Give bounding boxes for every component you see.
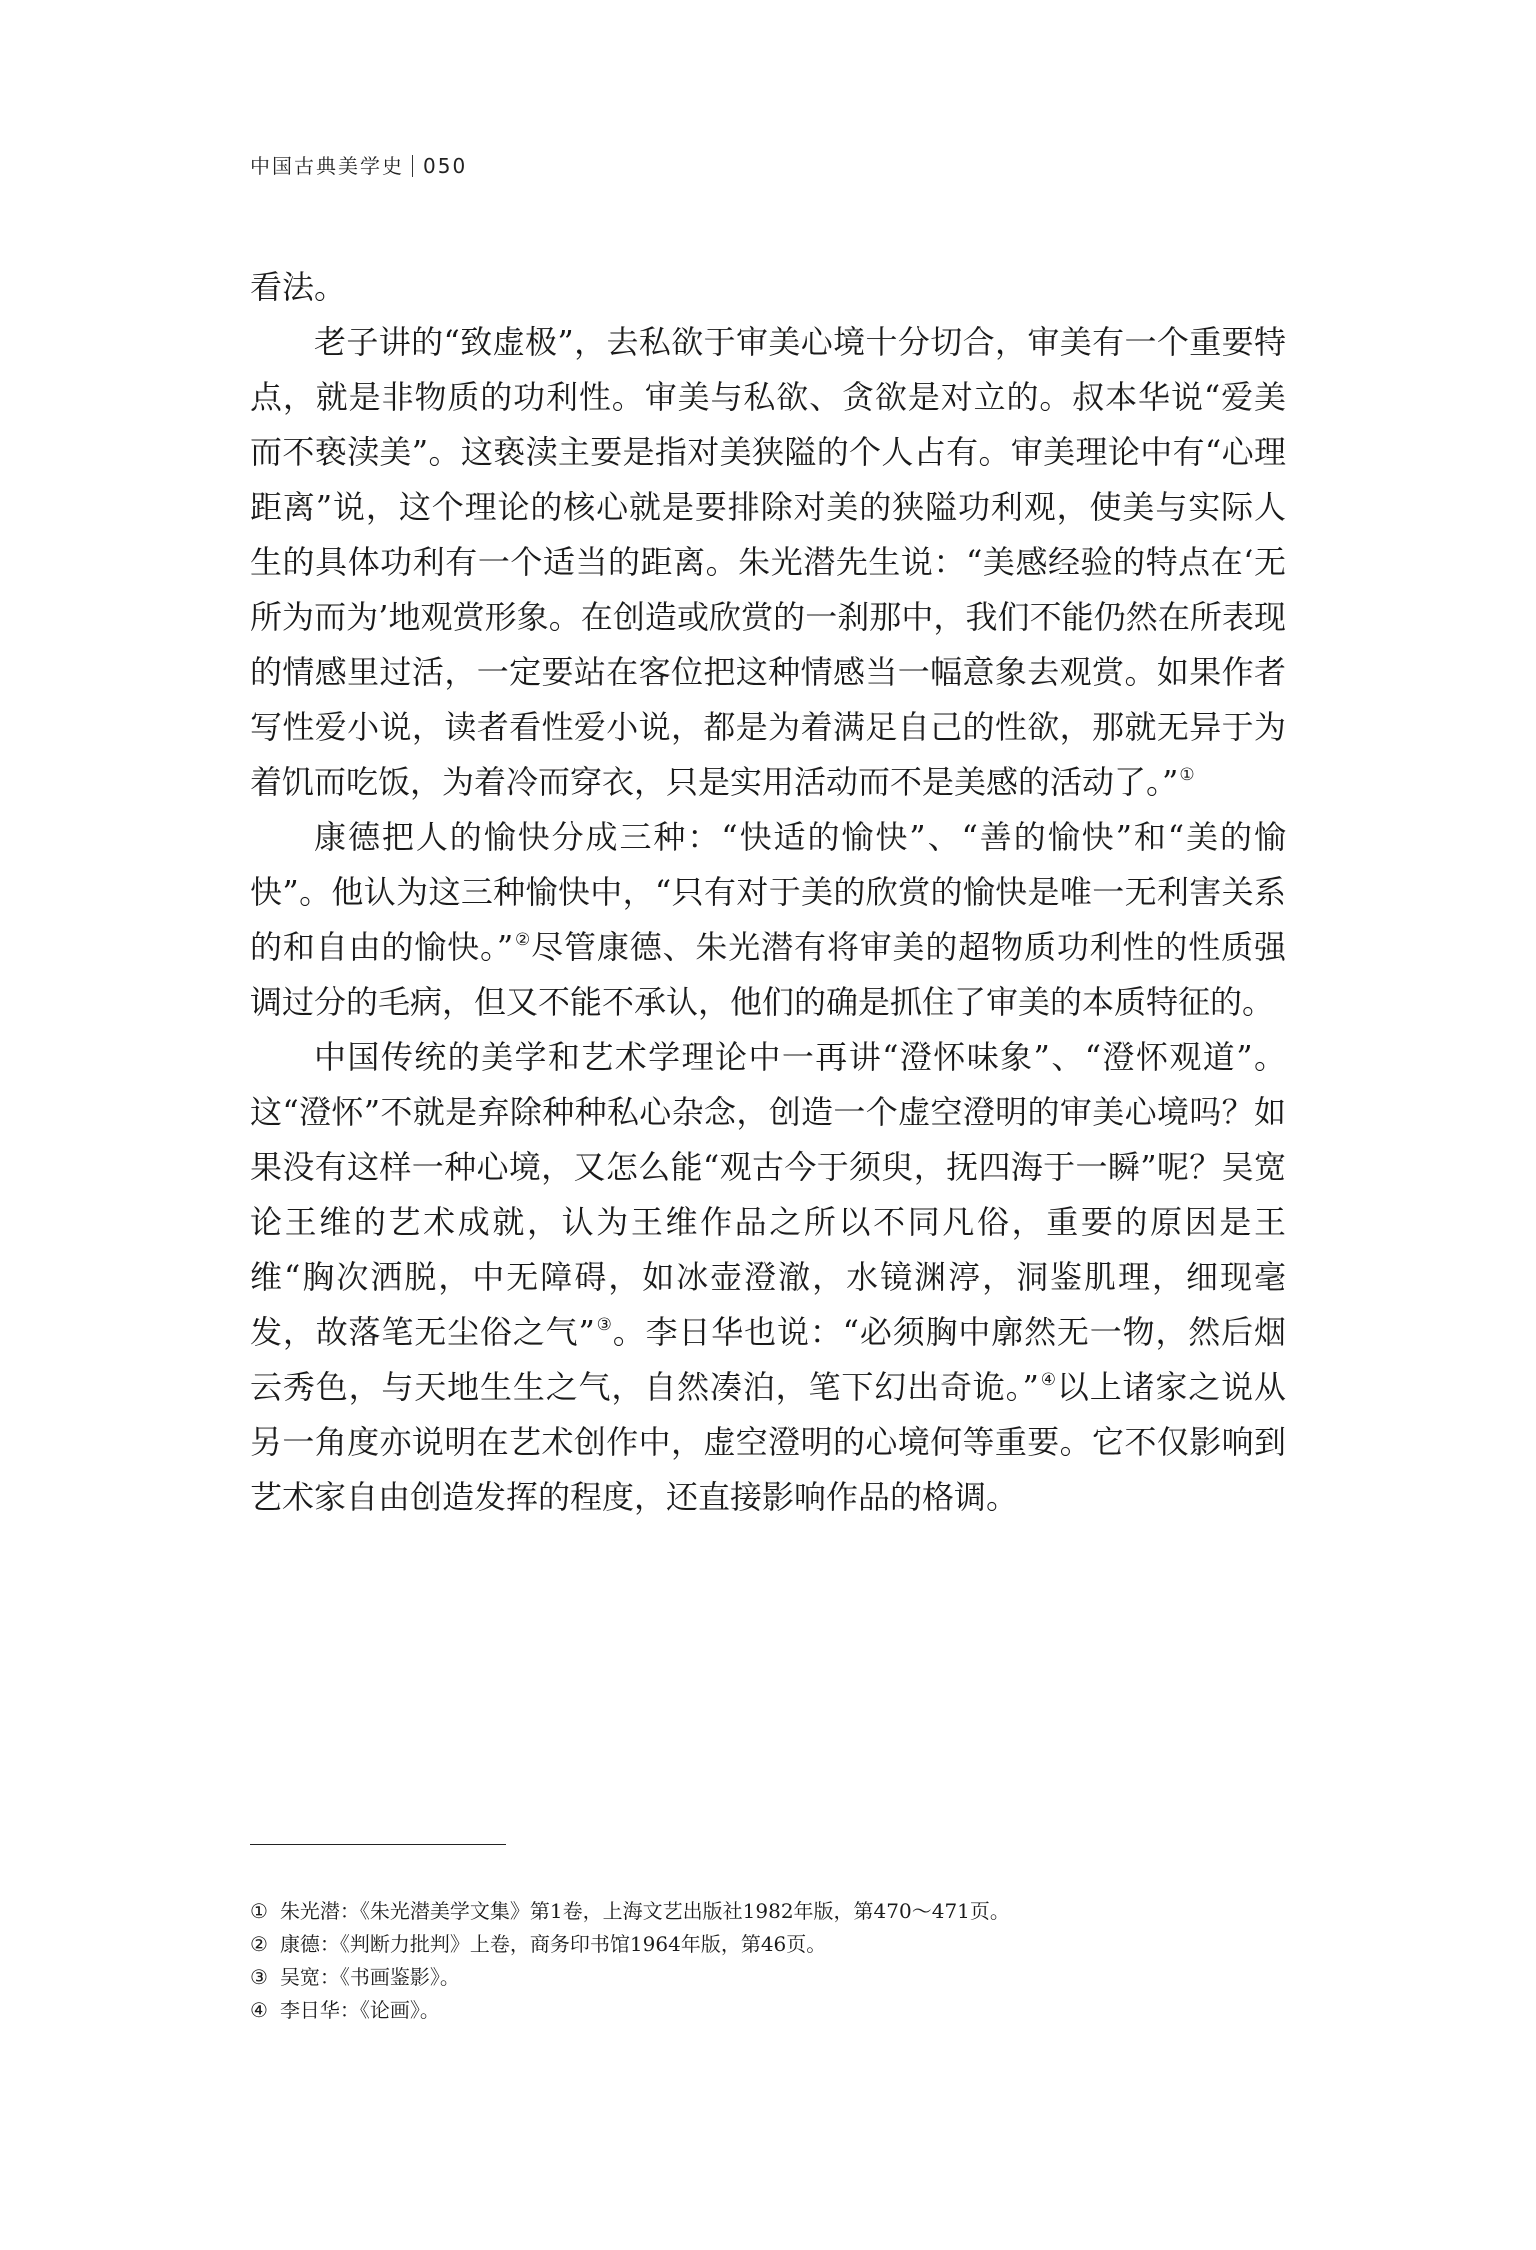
- running-head: [250, 150, 467, 179]
- header-divider: [412, 155, 413, 177]
- footnote-text: 康德：《判断力批判》上卷，商务印书馆1964年版，第46页。: [279, 1932, 827, 1956]
- paragraph-chenghuai: [250, 1030, 1286, 1525]
- footnote-text: 李日华：《论画》。: [279, 1998, 440, 2022]
- footnote-mark: ②: [250, 1932, 268, 1956]
- body-text: [250, 260, 1286, 1525]
- paragraph-text: 康德把人的愉快分成三种：“快适的愉快”、“善的愉快”和“美的愉快”。他认为这三种愉快中，“只有对于美的欣赏的愉快是唯一无利害关系的和自由的愉快。”: [250, 818, 1286, 966]
- paragraph-text: 老子讲的“致虚极”，去私欲于审美心境十分切合，审美有一个重要特点，就是非物质的功利性。审美与私欲、贪欲是对立的。叔本华说“爱美而不亵渎美”。这亵渎主要是指对美狭隘的个人占有。审美理论中有“心理距离”说，这个理论的核心就是要排除对美的狭隘功利观，使美与实际人生的具体功利有一个适当的距离。朱光潜先生说：“美感经验的特点在‘无所为而为’地观赏形象。在创造或欣赏的一刹那中，我们不能仍然在所表现的情感里过活，一定要站在客位把这种情感当一幅意象去观赏。如果作者写性爱小说，读者看性爱小说，都是为着满足自己的性欲，那就无异于为着饥而吃饭，为着冷而穿衣，只是实用活动而不是美感的活动了。”: [250, 323, 1286, 801]
- paragraph-kant: [250, 810, 1286, 1030]
- footnote-1: [250, 1895, 1286, 1928]
- footnote-divider: [250, 1844, 506, 1845]
- footnote-ref-2[interactable]: ②: [514, 930, 532, 950]
- footnote-4: [250, 1994, 1286, 2027]
- paragraph-text: 中国传统的美学和艺术学理论中一再讲“澄怀味象”、“澄怀观道”。这“澄怀”不就是弃除种种私心杂念，创造一个虚空澄明的审美心境吗？如果没有这样一种心境，又怎么能“观古今于须臾，抚四海于一瞬”呢？吴宽论王维的艺术成就，认为王维作品之所以不同凡俗，重要的原因是王维“胸次洒脱，中无障碍，如冰壶澄澈，水镜渊渟，洞鉴肌理，细现毫发，故落笔无尘俗之气”: [250, 1038, 1286, 1351]
- paragraph-text: 。李日华也说：“必须胸中廓然无一物，然后烟云秀色，与天地生生之气，自然凑泊，笔下幻出奇诡。”: [250, 1313, 1286, 1406]
- footnote-mark: ③: [250, 1965, 268, 1989]
- paragraph-text: 以上诸家之说从另一角度亦说明在艺术创作中，虚空澄明的心境何等重要。它不仅影响到艺术家自由创造发挥的程度，还直接影响作品的格调。: [250, 1368, 1286, 1516]
- footnote-ref-1[interactable]: ①: [1179, 765, 1195, 785]
- footnote-mark: ①: [250, 1899, 268, 1923]
- footnote-mark: ④: [250, 1998, 268, 2022]
- paragraph-text: 尽管康德、朱光潜有将审美的超物质功利性的性质强调过分的毛病，但又不能不承认，他们的确是抓住了审美的本质特征的。: [250, 928, 1286, 1021]
- paragraph-laozi: [250, 315, 1286, 810]
- paragraph-continuation: [250, 260, 1286, 315]
- footnotes: [250, 1895, 1286, 2027]
- footnote-ref-4[interactable]: ④: [1039, 1370, 1057, 1390]
- book-title: 中国古典美学史: [250, 154, 404, 178]
- footnote-text: 朱光潜：《朱光潜美学文集》第1卷，上海文艺出版社1982年版，第470～471页。: [279, 1899, 1010, 1923]
- footnote-2: [250, 1928, 1286, 1961]
- footnote-3: [250, 1961, 1286, 1994]
- footnote-text: 吴宽：《书画鉴影》。: [279, 1965, 460, 1989]
- paragraph-text: 看法。: [250, 268, 347, 306]
- footnote-ref-3[interactable]: ③: [595, 1315, 613, 1335]
- page-number: 050: [423, 154, 468, 178]
